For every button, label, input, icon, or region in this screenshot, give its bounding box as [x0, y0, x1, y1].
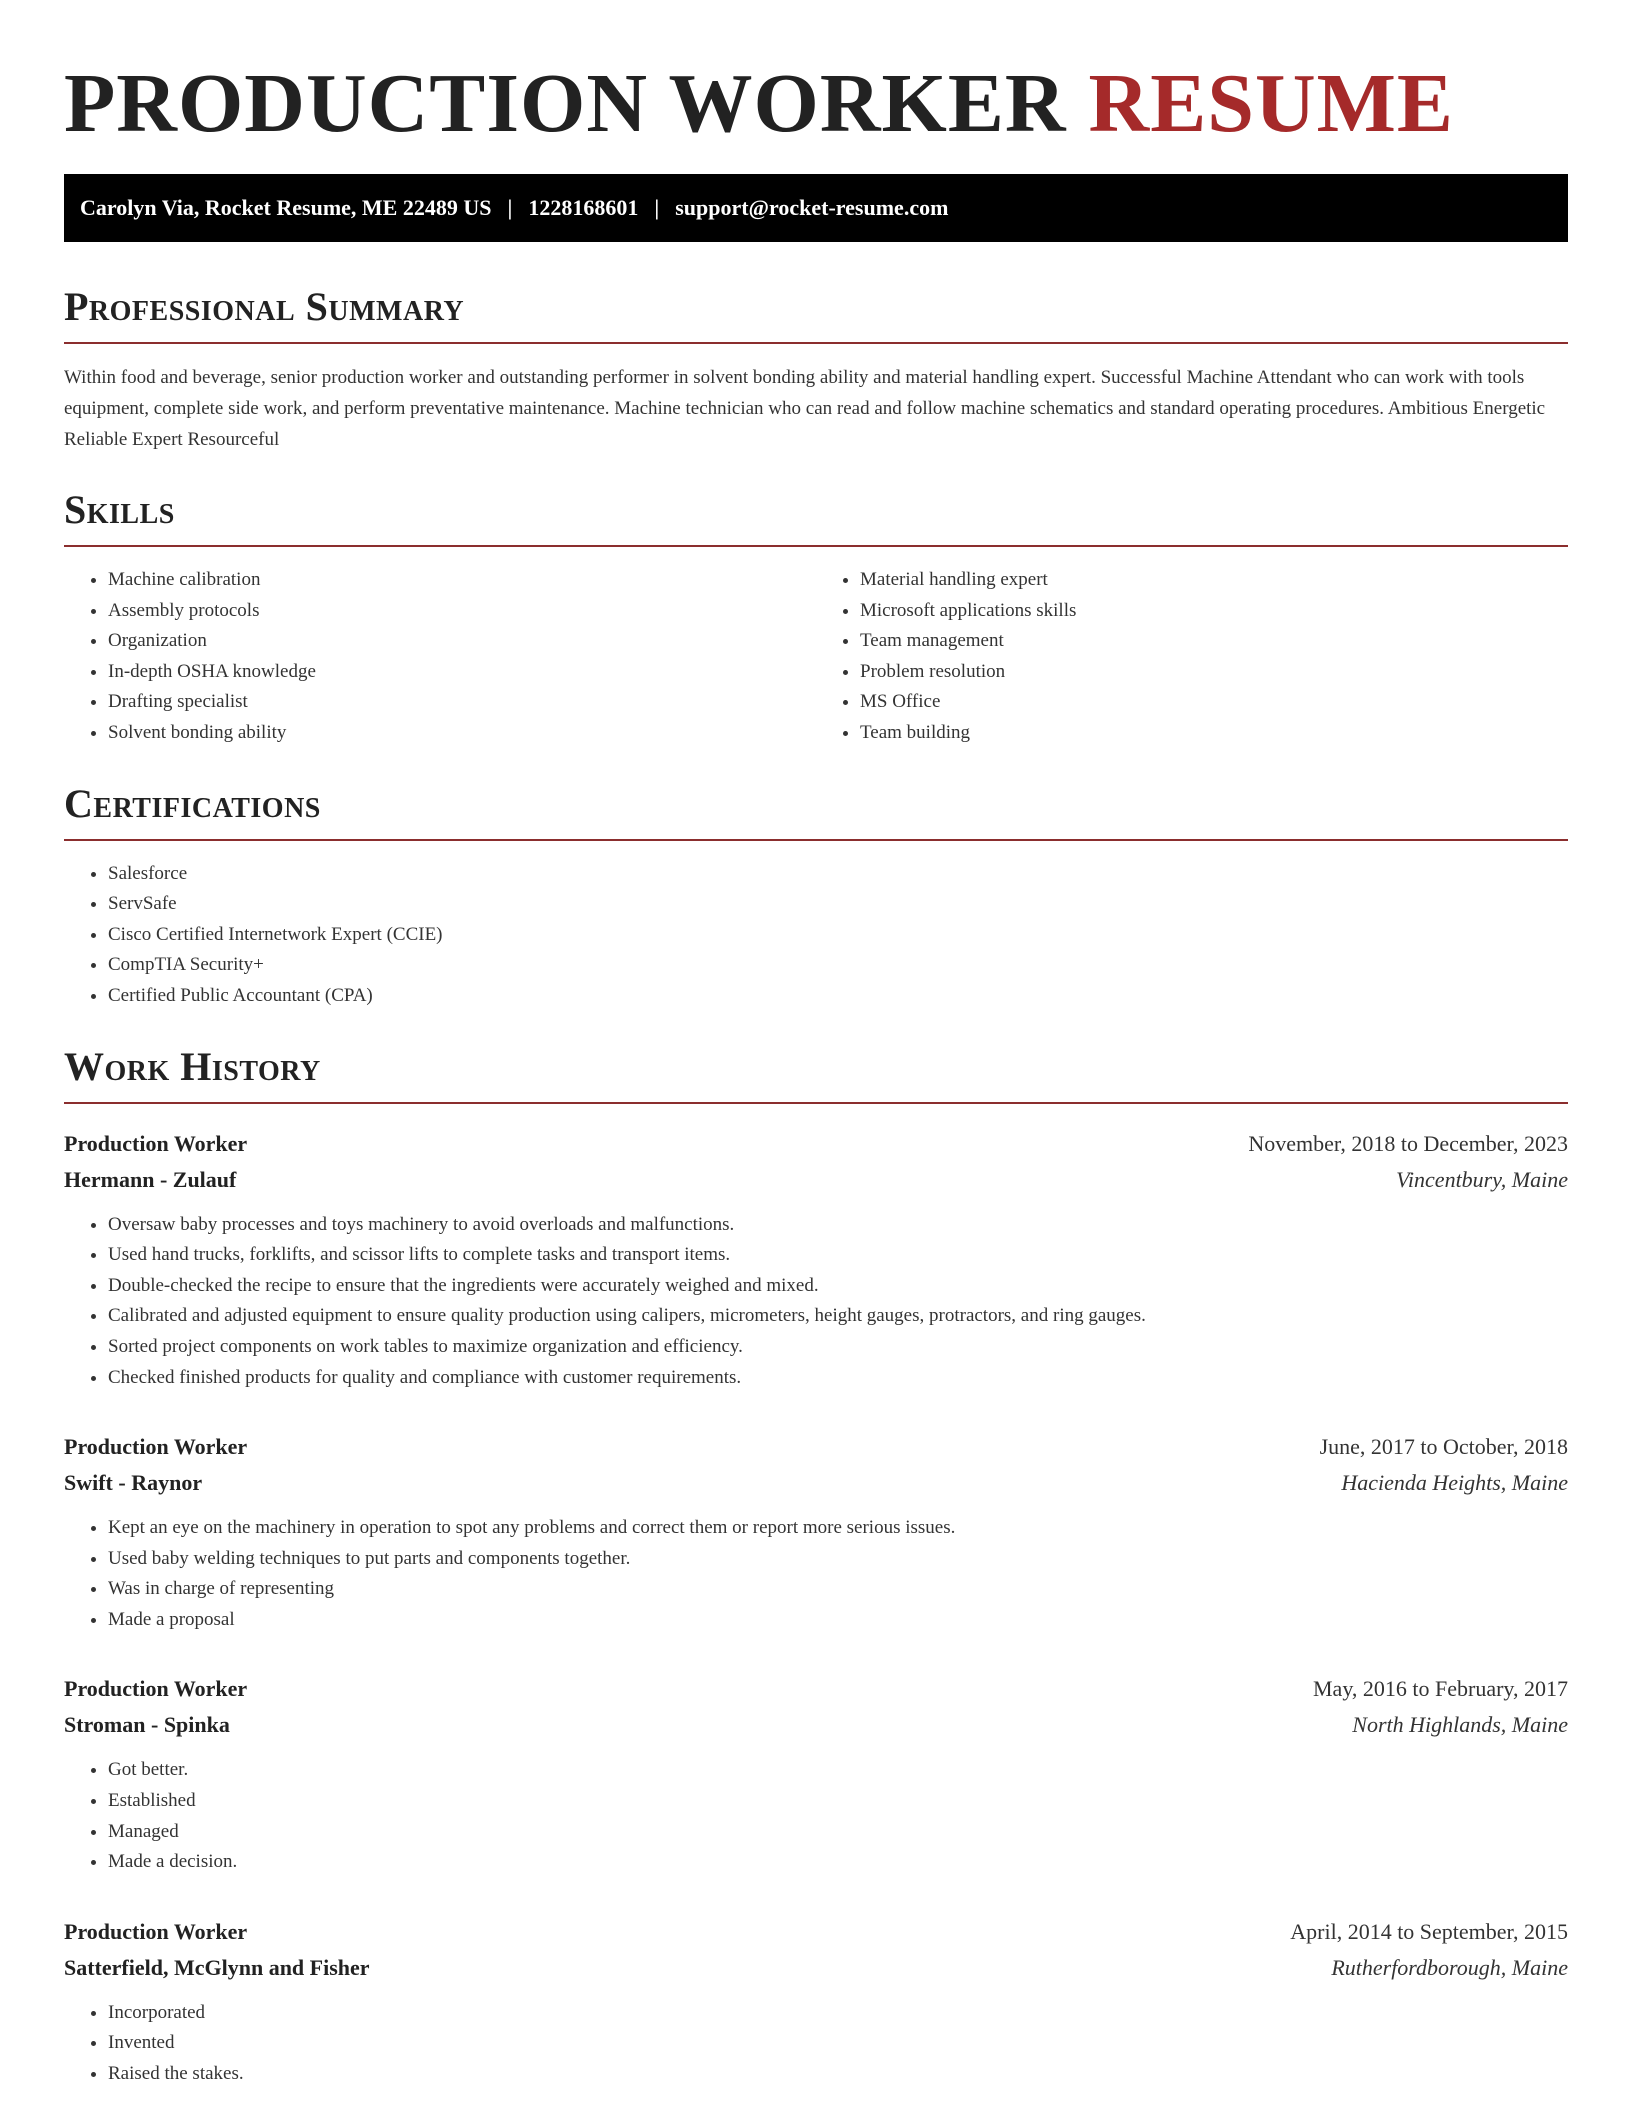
- job-bullet: • Made a proposal: [108, 1605, 1568, 1636]
- job-bullet: • Double-checked the recipe to ensure that the ingredients were accurately weighed and mixed.: [108, 1271, 1568, 1302]
- job-header-row: [64, 1914, 1568, 1950]
- job-location: Rutherfordborough, Maine: [1331, 1954, 1568, 1980]
- contact-address: Carolyn Via, Rocket Resume, ME 22489 US: [80, 195, 492, 220]
- job-bullets: [64, 1755, 1568, 1877]
- job-bullet: • Was in charge of representing: [108, 1574, 1568, 1605]
- job-bullets: [64, 1210, 1568, 1394]
- job-bullets: [64, 1513, 1568, 1635]
- job-location: Hacienda Heights, Maine: [1341, 1470, 1568, 1496]
- skill-item: • MS Office: [860, 687, 1568, 718]
- job-entry: [64, 1429, 1568, 1635]
- summary-text: Within food and beverage, senior production worker and outstanding performer in solvent bonding ability and material handling expert. Successful Machine Attendant who can work with tools equipment, complete side work, and perform preventative maintenance. Machine technician who can read and follow machine schematics and standard operating procedures. Ambitious Energetic Reliable Expert Resourceful: [64, 367, 1546, 450]
- skill-item: • Assembly protocols: [108, 596, 816, 627]
- summary-heading: Professional Summary: [64, 282, 1568, 344]
- job-company: Stroman - Spinka: [64, 1712, 230, 1738]
- certification-item: • Cisco Certified Internetwork Expert (CCIE): [108, 920, 1568, 951]
- job-company-row: [64, 1162, 1568, 1198]
- resume-title: [64, 56, 1568, 152]
- job-location: Vincentbury, Maine: [1396, 1166, 1568, 1192]
- job-location: North Highlands, Maine: [1352, 1712, 1568, 1738]
- job-title: Production Worker: [64, 1918, 248, 1944]
- skill-item: • Microsoft applications skills: [860, 596, 1568, 627]
- job-dates: April, 2014 to September, 2015: [1290, 1918, 1568, 1944]
- contact-email: support@rocket-resume.com: [675, 195, 949, 220]
- title-accent: RESUME: [1088, 57, 1454, 150]
- certification-item: • ServSafe: [108, 889, 1568, 920]
- job-header-row: [64, 1429, 1568, 1465]
- certifications-list: [64, 859, 1568, 1012]
- skill-item: • Team management: [860, 626, 1568, 657]
- job-bullet: • Kept an eye on the machinery in operation to spot any problems and correct them or report more serious issues.: [108, 1513, 1568, 1544]
- certifications-heading: Certifications: [64, 779, 1568, 841]
- job-bullet: • Checked finished products for quality and compliance with customer requirements.: [108, 1363, 1568, 1394]
- job-bullet: • Established: [108, 1786, 1568, 1817]
- job-bullet: • Oversaw baby processes and toys machinery to avoid overloads and malfunctions.: [108, 1210, 1568, 1241]
- skill-item: • Organization: [108, 626, 816, 657]
- job-dates: June, 2017 to October, 2018: [1319, 1434, 1568, 1460]
- job-bullet: • Invented: [108, 2028, 1568, 2059]
- job-bullet: • Sorted project components on work tables to maximize organization and efficiency.: [108, 1332, 1568, 1363]
- job-title: Production Worker: [64, 1130, 248, 1156]
- job-bullet: • Incorporated: [108, 1998, 1568, 2029]
- job-company-row: [64, 1950, 1568, 1986]
- job-company-row: [64, 1465, 1568, 1501]
- job-company-row: [64, 1707, 1568, 1743]
- skills-list-left: [64, 565, 816, 749]
- certification-item: • Certified Public Accountant (CPA): [108, 981, 1568, 1012]
- job-entry: [64, 1914, 1568, 2090]
- skills-list-right: [816, 565, 1568, 749]
- job-entry: [64, 1671, 1568, 1877]
- job-bullet: • Used baby welding techniques to put parts and components together.: [108, 1544, 1568, 1575]
- skills-heading: Skills: [64, 485, 1568, 547]
- job-bullet: • Used hand trucks, forklifts, and scissor lifts to complete tasks and transport items.: [108, 1240, 1568, 1271]
- job-company: Satterfield, McGlynn and Fisher: [64, 1954, 370, 1980]
- certification-item: • Salesforce: [108, 859, 1568, 890]
- work-history-heading: Work History: [64, 1042, 1568, 1104]
- summary-section: [64, 282, 1568, 455]
- contact-separator: |: [507, 195, 513, 220]
- skill-item: • Drafting specialist: [108, 687, 816, 718]
- job-bullet: • Made a decision.: [108, 1847, 1568, 1878]
- contact-separator: |: [654, 195, 660, 220]
- certification-item: • CompTIA Security+: [108, 950, 1568, 981]
- skill-item: • Material handling expert: [860, 565, 1568, 596]
- job-company: Swift - Raynor: [64, 1470, 203, 1496]
- skills-grid: [64, 547, 1568, 749]
- contact-bar: [64, 174, 1568, 242]
- job-dates: November, 2018 to December, 2023: [1248, 1130, 1568, 1156]
- job-dates: May, 2016 to February, 2017: [1313, 1676, 1568, 1702]
- job-title: Production Worker: [64, 1434, 248, 1460]
- title-main: PRODUCTION WORKER: [64, 57, 1067, 150]
- job-bullet: • Got better.: [108, 1755, 1568, 1786]
- job-bullet: • Managed: [108, 1817, 1568, 1848]
- job-header-row: [64, 1671, 1568, 1707]
- job-bullet: • Calibrated and adjusted equipment to ensure quality production using calipers, micrometers, height gauges, protractors, and ring gauges.: [108, 1301, 1568, 1332]
- job-bullet: • Raised the stakes.: [108, 2059, 1568, 2090]
- skill-item: • In-depth OSHA knowledge: [108, 657, 816, 688]
- job-title: Production Worker: [64, 1676, 248, 1702]
- job-header-row: [64, 1126, 1568, 1162]
- skills-section: [64, 485, 1568, 749]
- skill-item: • Solvent bonding ability: [108, 718, 816, 749]
- certifications-section: [64, 779, 1568, 1012]
- job-entry: [64, 1126, 1568, 1394]
- job-bullets: [64, 1998, 1568, 2090]
- work-history-section: [64, 1042, 1568, 2090]
- skill-item: • Machine calibration: [108, 565, 816, 596]
- job-company: Hermann - Zulauf: [64, 1166, 237, 1192]
- skill-item: • Problem resolution: [860, 657, 1568, 688]
- contact-phone: 1228168601: [528, 195, 639, 220]
- skill-item: • Team building: [860, 718, 1568, 749]
